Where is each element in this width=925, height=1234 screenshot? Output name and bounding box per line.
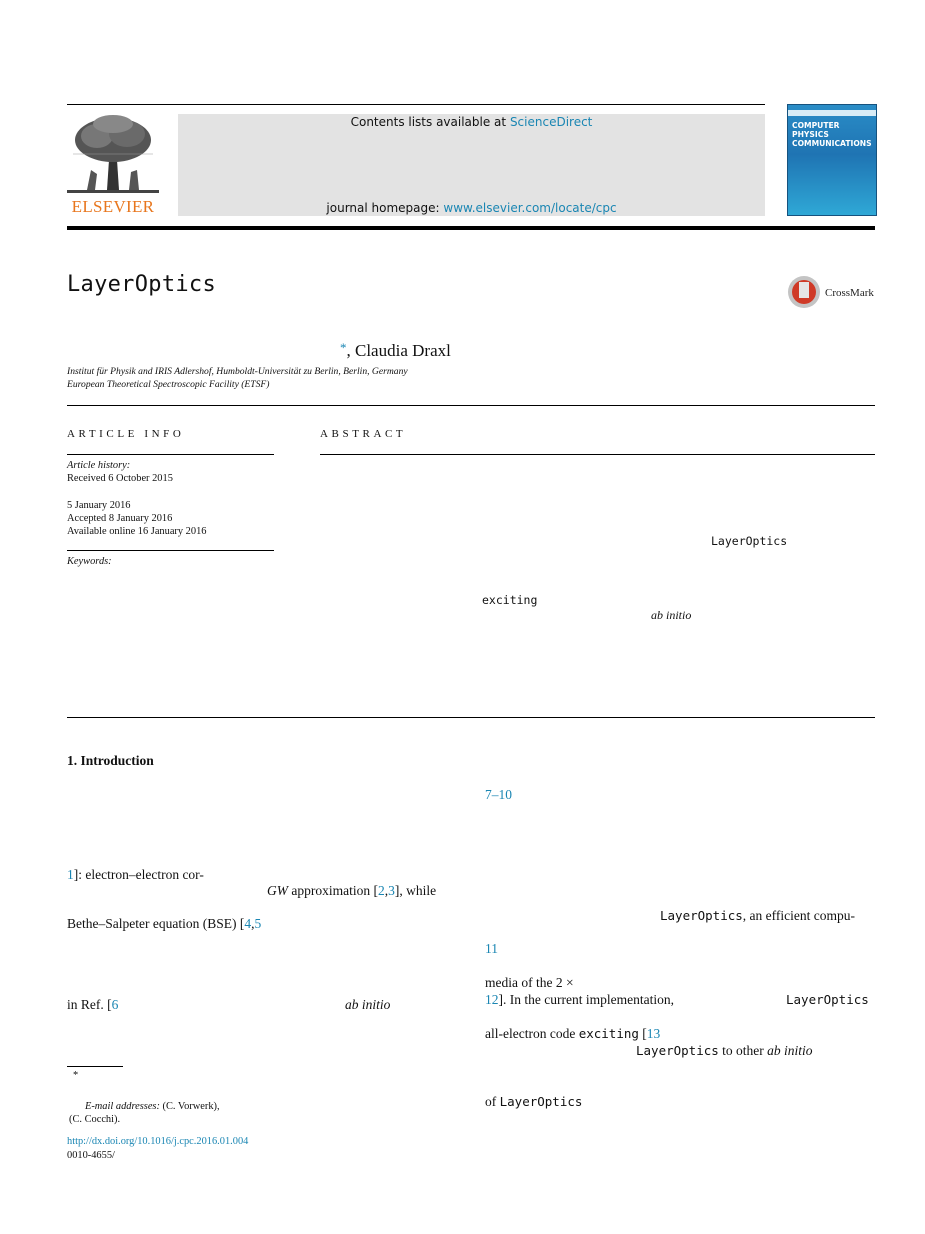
intro-left-line-1: 1]: electron–electron cor- [67, 867, 204, 882]
corresponding-author-marker[interactable]: * [340, 340, 347, 355]
ref-link[interactable]: 5 [254, 916, 262, 931]
intro-right-line-5: 12]. In the current implementation, [485, 992, 674, 1007]
email-line: E-mail addresses: (C. Vorwerk), [85, 1101, 220, 1112]
intro-left-line-3: Bethe–Salpeter equation (BSE) [4,5 [67, 916, 262, 931]
contents-prefix: Contents lists available at [350, 115, 510, 129]
elsevier-tree-icon [67, 114, 159, 198]
elsevier-logo [67, 114, 159, 216]
journal-cover [787, 104, 877, 216]
footnote-marker: * [73, 1070, 79, 1081]
ref-link-11[interactable]: 11 [485, 941, 498, 956]
author-names: , Claudia Draxl [346, 341, 451, 360]
ref-link[interactable]: 2 [377, 883, 385, 898]
intro-heading: 1. Introduction [67, 753, 154, 768]
doi-link[interactable]: http://dx.doi.org/10.1016/j.cpc.2016.01.004 [67, 1136, 249, 1147]
intro-right-line-4: media of the 2 × [485, 975, 574, 990]
accepted-date: Accepted 8 January 2016 [67, 513, 173, 524]
intro-left-line-2: GW approximation [2,3], while [267, 883, 437, 898]
header-top-rule [67, 104, 765, 105]
abstract-ab-initio: ab initio [651, 608, 692, 622]
affiliation-2: European Theoretical Spectroscopic Facility (ETSF) [67, 379, 270, 390]
sciencedirect-link[interactable]: ScienceDirect [509, 115, 593, 129]
abstract-rule [320, 454, 875, 455]
article-info-rule [67, 454, 274, 455]
journal-homepage-link[interactable]: www.elsevier.com/locate/cpc [443, 201, 617, 215]
article-history-label: Article history: [67, 460, 131, 471]
keywords-rule [67, 550, 274, 551]
article-info-heading: ARTICLE INFO [67, 428, 185, 440]
crossmark-icon [788, 276, 820, 308]
title-bottom-rule [67, 405, 875, 406]
abstract-heading: ABSTRACT [320, 428, 407, 440]
article-title: LayerOptics [67, 272, 216, 297]
ref-link[interactable]: 3 [388, 883, 395, 898]
ref-link[interactable]: 1 [67, 867, 74, 882]
intro-right-code-5: LayerOptics [786, 992, 869, 1007]
ref-link[interactable]: 13 [646, 1026, 661, 1041]
abstract-bottom-rule [67, 717, 875, 718]
abstract-exciting: exciting [482, 593, 538, 607]
contents-line [178, 115, 765, 129]
author-line [340, 340, 451, 361]
abstract-code-name: LayerOptics [711, 534, 788, 548]
keywords-label: Keywords: [67, 556, 112, 567]
intro-right-line-6: all-electron code exciting [13 [485, 1026, 661, 1041]
homepage-prefix: journal homepage: [326, 201, 444, 215]
ref-link[interactable]: 12 [485, 992, 499, 1007]
ref-link[interactable]: 4 [244, 916, 252, 931]
intro-left-line-4: in Ref. [6 [67, 997, 119, 1012]
intro-left-ab-initio: ab initio [345, 997, 391, 1012]
homepage-line [178, 201, 765, 215]
online-date: Available online 16 January 2016 [67, 526, 207, 537]
elsevier-wordmark: ELSEVIER [71, 197, 155, 216]
crossmark-label: CrossMark [825, 287, 874, 299]
affiliation-1: Institut für Physik and IRIS Adlershof, Humboldt-Universität zu Berlin, Berlin, Germany [67, 366, 408, 377]
received-date: Received 6 October 2015 [67, 473, 173, 484]
email-line-2: (C. Cocchi). [69, 1114, 121, 1125]
ref-link[interactable]: 6 [111, 997, 119, 1012]
issn: 0010-4655/ [67, 1150, 115, 1161]
header-thick-rule [67, 226, 875, 230]
intro-right-line-2: LayerOptics, an efficient compu- [660, 908, 856, 923]
ref-link-7-10[interactable]: 7–10 [485, 787, 512, 802]
intro-right-line-7: LayerOptics to other ab initio [636, 1043, 813, 1058]
revised-date: 5 January 2016 [67, 500, 131, 511]
cover-title: COMPUTER PHYSICS COMMUNICATIONS [792, 121, 872, 148]
footnote-rule [67, 1066, 123, 1067]
journal-banner [178, 114, 765, 216]
cover-band [788, 110, 876, 116]
intro-right-line-8: of LayerOptics [485, 1094, 583, 1109]
